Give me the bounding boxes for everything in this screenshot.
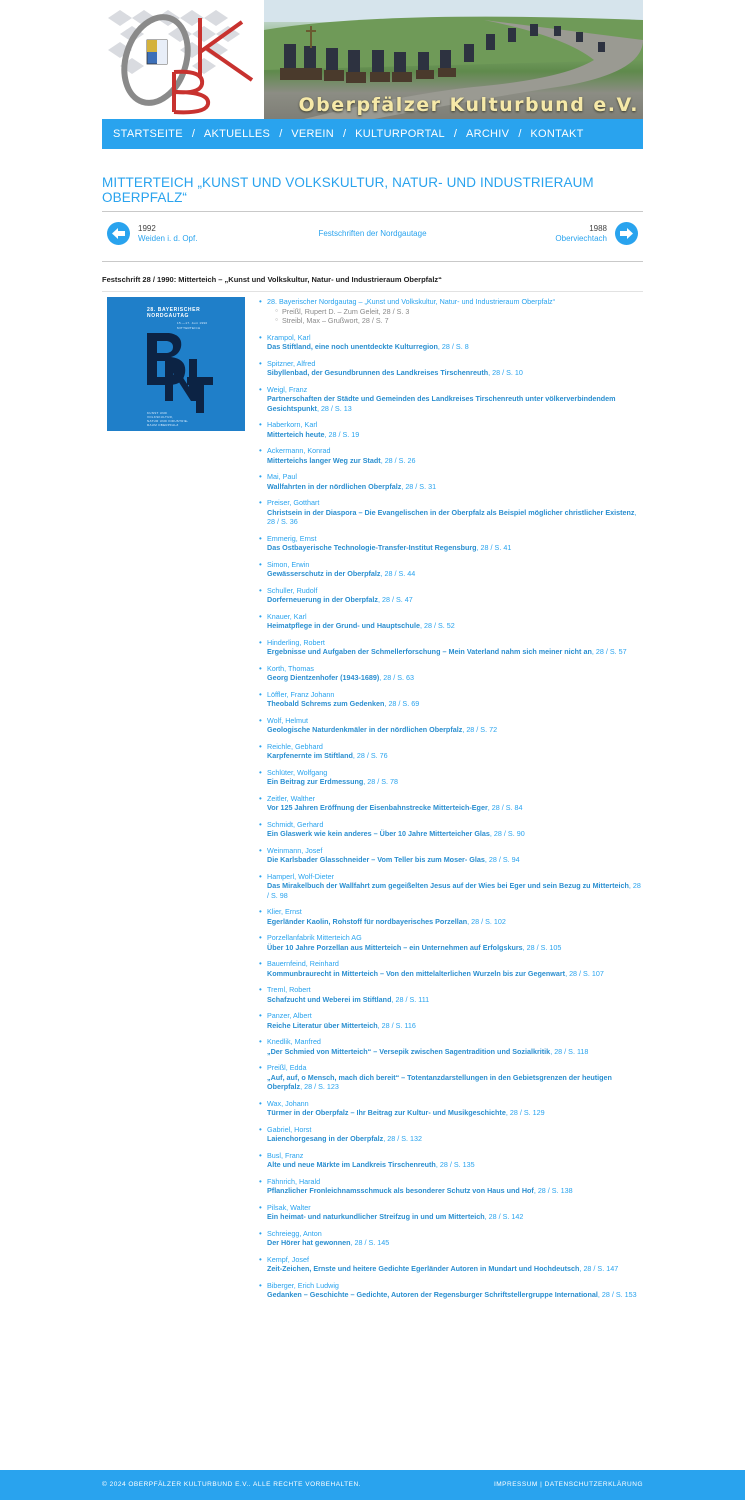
article-page-ref: 28 / S. 10 [492,368,523,377]
article-page-ref: 28 / S. 69 [388,699,420,708]
article-title[interactable]: Der Hörer hat gewonnen [267,1238,351,1247]
list-item [259,820,643,839]
article-author[interactable]: • Weinmann, Josef [267,845,323,855]
list-item [259,446,643,465]
article-author[interactable]: • Spitzner, Alfred [267,358,316,368]
divider [102,261,643,262]
article-ref-separator: , [579,1264,584,1273]
article-page-ref: 28 / S. 123 [304,1082,339,1091]
article-author[interactable]: • Knauer, Karl [267,611,307,621]
list-item [259,1203,643,1222]
article-title[interactable]: Schafzucht und Weberei im Stiftland [267,994,392,1004]
festschrift-cover-image: 28. BAYERISCHER NORDGAUTAG 15.—17. Juni 1990 MITTERTEICH KUNST UND VOLKSKULTUR, NATUR UND INDUSTRIE- RAUM OBERPFALZ [107,297,245,431]
article-ref-separator: , [363,777,368,786]
article-title[interactable]: Partnerschaften der Städte und Gemeinden des Landkreises Tirschenreuth unter völkerverbindendem Gesichtspunkt [267,394,616,413]
banner-title: Oberpfälzer Kulturbund e.V. [298,94,639,116]
article-author[interactable]: • Mai, Paul [267,472,297,481]
article-author[interactable]: • Löffler, Franz Johann [267,689,335,699]
article-ref-separator: , [377,1020,382,1030]
article-title[interactable]: Wallfahrten in der nördlichen Oberpfalz [267,481,402,491]
nordgautag-title-link[interactable]: 28. Bayerischer Nordgautag – „Kunst und Volkskultur, Natur- und Industrieraum Oberpfalz“ [267,297,556,306]
list-item [259,1229,643,1248]
cover-title: 28. BAYERISCHER NORDGAUTAG [147,307,201,319]
article-page-ref: 28 / S. 41 [480,543,512,552]
article-title[interactable]: Ein heimat- und naturkundlicher Streifzug in und um Mitterteich [267,1212,485,1221]
article-title[interactable]: „Der Schmied von Mitterteich“ – Versepik zwischen Sagentradition und Sozialkritik [267,1046,551,1056]
article-page-ref: 28 / S. 19 [328,429,360,439]
article-page-ref: 28 / S. 111 [395,994,430,1004]
article-page-ref: 28 / S. 90 [493,829,525,838]
article-author[interactable]: • Klier, Ernst [267,907,302,916]
article-ref-separator: , [380,569,385,578]
article-author[interactable]: • Ackermann, Konrad [267,446,331,455]
article-author[interactable]: • Treml, Robert [267,985,311,994]
nav-separator: / [191,128,195,140]
article-title[interactable]: Theobald Schrems zum Gedenken [267,699,385,708]
article-page-ref: 28 / S. 142 [488,1212,524,1221]
nav-archiv[interactable]: ARCHIV [465,128,510,140]
list-item [259,359,643,378]
article-title[interactable]: Die Karlsbader Glasschneider – Vom Teller bis zum Moser- Glas [267,855,485,864]
article-author[interactable]: • Schuller, Rudolf [267,585,318,595]
article-title[interactable]: Alte und neue Märkte im Landkreis Tirschenreuth [267,1160,436,1169]
list-item [259,664,643,683]
article-ref-separator: , [489,829,494,838]
article-title[interactable]: Zeit-Zeichen, Ernste und heitere Gedichte Egerländer Autoren in Mundart und Hochdeutsch [267,1264,580,1273]
cover-letters-graphic [107,297,245,431]
nav-separator: / [343,128,347,140]
list-item [259,985,643,1004]
article-ref-separator: , [550,1046,555,1056]
article-author[interactable]: • Knedlik, Manfred [267,1037,321,1046]
nav-separator: / [279,128,283,140]
article-ref-separator: , [401,481,406,491]
article-page-ref: 28 / S. 26 [384,455,416,465]
article-author[interactable]: • Krampol, Karl [267,332,311,342]
list-item [259,1177,643,1196]
article-page-ref: 28 / S. 13 [320,403,352,413]
article-list [259,297,643,1307]
article-page-ref: 28 / S. 129 [509,1108,545,1117]
article-title[interactable]: Georg Dientzenhofer (1943-1689) [267,673,380,682]
article-ref-separator: , [350,1238,355,1247]
list-item [259,1125,643,1144]
article-title[interactable]: Dorferneuerung in der Oberpfalz [267,595,379,604]
article-ref-separator: , [634,507,637,517]
article-ref-separator: , [533,1186,538,1195]
article-author[interactable]: • Hamperl, Wolf-Dieter [267,871,334,881]
article-page-ref: 28 / S. 47 [382,595,413,604]
festschriften-link[interactable]: Festschriften der Nordgautage [318,229,427,238]
article-page-ref: 28 / S. 138 [537,1186,573,1195]
festschrift-heading: Festschrift 28 / 1990: Mitterteich – „Kunst und Volkskultur, Natur- und Industrieraum Oberpfalz“ [102,275,442,284]
article-author[interactable]: • Wax, Johann [267,1098,309,1108]
nav-verein[interactable]: VEREIN [291,128,335,140]
article-page-ref: 28 / S. 94 [488,855,520,864]
article-author[interactable]: • Biberger, Erich Ludwig [267,1280,339,1290]
article-author[interactable]: • Pilsak, Walter [267,1202,311,1212]
list-item [259,794,643,813]
article-ref-separator: , [419,621,424,630]
article-author[interactable]: • Zeitler, Walther [267,793,316,803]
article-ref-separator: , [487,803,492,812]
article-page-ref: 28 / S. 36 [267,517,298,526]
festschrift-pager [102,212,643,260]
divider [102,291,643,292]
list-item [259,716,643,735]
article-page-ref: 28 / S. 118 [554,1046,589,1056]
article-page-ref: 28 / S. 102 [471,916,506,926]
article-author[interactable]: • Gabriel, Horst [267,1124,312,1134]
article-author[interactable]: • Panzer, Albert [267,1011,312,1020]
article-ref-separator: , [316,403,321,413]
next-button[interactable] [615,222,638,245]
next-place[interactable]: Oberviechtach [555,234,607,243]
article-author[interactable]: • Emmerig, Ernst [267,533,317,543]
nav-separator: / [453,128,457,140]
list-item [259,690,643,709]
article-page-ref: 28 / S. 76 [356,751,388,760]
footer-links [494,1481,643,1488]
article-page-ref: 28 / S. 147 [583,1264,619,1273]
article-author[interactable]: • Kempf, Josef [267,1254,309,1264]
next-year: 1988 [589,224,607,233]
article-title[interactable]: Das Mirakelbuch der Wallfahrt zum gegeißelten Jesus auf der Wies bei Eger und sein Bezug zu Mitterteich [267,881,629,890]
article-page-ref: 28 / S. 145 [354,1238,390,1247]
list-item [259,534,643,553]
article-ref-separator: , [476,543,481,552]
article-title[interactable]: Ergebnisse und Aufgaben der Schmellerforschung – Mein Vaterland nahm sich meiner nicht an [267,647,592,656]
article-ref-separator: , [384,699,389,708]
article-title[interactable]: Türmer in der Oberpfalz – Ihr Beitrag zur Kultur- und Musikgeschichte [267,1108,506,1117]
article-ref-separator: , [484,1212,489,1221]
site-footer [0,1470,745,1500]
article-ref-separator: , [352,751,357,760]
list-item [259,959,643,978]
article-author[interactable]: • Korth, Thomas [267,663,315,673]
article-page-ref: 28 / S. 63 [383,673,415,682]
list-item [259,768,643,787]
list-item-head [259,297,643,326]
article-author[interactable]: • Haberkorn, Karl [267,420,318,429]
article-page-ref: 28 / S. 132 [387,1134,422,1143]
list-item [259,612,643,631]
arrow-right-icon [618,225,635,242]
article-ref-separator: , [380,455,385,465]
okb-logo-graphic [102,0,264,119]
list-item [259,933,643,952]
list-item [259,1037,643,1056]
article-author[interactable]: • Schmidt, Gerhard [267,819,324,829]
article-author[interactable]: • Simon, Erwin [267,559,310,569]
article-page-ref: 28 / S. 153 [601,1290,637,1299]
list-item [259,420,643,439]
list-item [259,742,643,761]
article-ref-separator: , [435,1160,440,1169]
article-ref-separator: , [379,673,384,682]
article-page-ref: 28 / S. 116 [381,1020,416,1030]
article-page-ref: 28 / S. 72 [466,725,498,734]
article-ref-separator: , [488,368,493,377]
article-title[interactable]: Über 10 Jahre Porzellan aus Mitterteich – ein Unternehmen auf Erfolgskurs [267,942,523,952]
article-ref-separator: , [565,968,570,978]
list-item [259,1099,643,1118]
article-page-ref: 28 / S. 84 [491,803,523,812]
article-page-ref: 28 / S. 44 [384,569,416,578]
article-ref-separator: , [391,994,396,1004]
article-ref-separator: , [467,916,472,926]
article-title[interactable]: Laienchorgesang in der Oberpfalz [267,1134,384,1143]
article-ref-separator: , [378,595,383,604]
article-title[interactable]: Egerländer Kaolin, Rohstoff für nordbayerisches Porzellan [267,916,468,926]
article-title[interactable]: Christsein in der Diaspora – Die Evangelischen in der Oberpfalz als Beispiel möglicher christlicher Existenz [267,507,635,517]
impressum-link[interactable]: IMPRESSUM [493,1481,538,1488]
article-title[interactable]: Gedanken – Geschichte – Gedichte, Autoren der Regensburger Schriftstellergruppe International [267,1290,598,1299]
list-item [259,333,643,352]
sub-list [267,307,643,326]
article-title[interactable]: „Auf, auf, o Mensch, mach dich bereit“ – Totentanzdarstellungen in den Gebietsgrenzen der heutigen Oberpfalz [267,1072,612,1091]
article-page-ref: 28 / S. 135 [439,1160,475,1169]
article-ref-separator: , [462,725,467,734]
article-author[interactable]: • Weigl, Franz [267,384,308,394]
list-item [259,1255,643,1274]
article-page-ref: 28 / S. 31 [405,481,437,491]
article-title[interactable]: Ein Beitrag zur Erdmessung [267,777,364,786]
article-page-ref: 28 / S. 8 [441,342,469,351]
article-title[interactable]: Das Stiftland, eine noch unentdeckte Kulturregion [267,342,438,351]
article-ref-separator: , [324,429,329,439]
article-title[interactable]: Reiche Literatur über Mitterteich [267,1020,378,1030]
article-title[interactable]: Pflanzlicher Fronleichnamsschmuck als besonderer Schutz von Haus und Hof [267,1186,534,1195]
list-item [259,872,643,901]
article-author[interactable]: • Preiser, Gotthart [267,498,320,507]
list-item [259,1151,643,1170]
article-author[interactable]: • Bauernfeind, Reinhard [267,959,339,968]
prev-place[interactable]: Weiden i. d. Opf. [138,234,198,243]
article-page-ref: 28 / S. 52 [423,621,455,630]
list-item [259,1011,643,1030]
article-ref-separator: , [300,1082,305,1091]
footer-copyright: © 2024 OBERPFÄLZER KULTURBUND E.V.. ALLE RECHTE VORBEHALTEN. [102,1481,361,1488]
article-title[interactable]: Heimatpflege in der Grund- und Hauptschule [267,621,420,630]
article-author[interactable]: • Preißl, Edda [267,1063,307,1072]
article-author[interactable]: • Fähnrich, Harald [267,1176,321,1186]
list-item [259,498,643,527]
article-ref-separator: , [628,881,633,890]
article-author[interactable]: • Porzellanfabrik Mitterteich AG [267,933,362,942]
article-author[interactable]: • Hinderling, Robert [267,637,325,647]
article-ref-separator: , [522,942,527,952]
article-page-ref: 28 / S. 57 [595,647,627,656]
nav-kulturportal[interactable]: KULTURPORTAL [355,128,445,140]
article-title[interactable]: Mitterteich heute [267,429,325,439]
list-item [259,1063,643,1092]
article-page-ref: 28 / S. 78 [367,777,399,786]
article-title[interactable]: Das Ostbayerische Technologie-Transfer-Institut Regensburg [267,543,477,552]
article-ref-separator: , [383,1134,388,1143]
article-title[interactable]: Karpfenernte im Stiftland [267,751,353,760]
prev-year: 1992 [138,224,156,233]
datenschutz-link[interactable]: DATENSCHUTZERKLÄRUNG [544,1481,643,1488]
sub-list-item: ○ Streibl, Max – Grußwort, 28 / S. 7 [275,316,643,326]
site-header [102,0,643,119]
article-ref-separator: , [591,647,596,656]
article-author[interactable]: • Wolf, Helmut [267,715,309,725]
nav-startseite[interactable]: STARTSEITE [113,128,183,140]
next-link[interactable] [555,224,607,244]
list-item [259,472,643,491]
nav-aktuelles[interactable]: AKTUELLES [203,128,271,140]
article-ref-separator: , [484,855,489,864]
list-item [259,385,643,414]
article-title[interactable]: Sibyllenbad, der Gesundbrunnen des Landkreises Tirschenreuth [267,368,489,377]
list-item [259,638,643,657]
article-page-ref: 28 / S. 98 [267,881,641,900]
article-ref-separator: , [437,342,442,351]
article-ref-separator: , [597,1290,602,1299]
article-title[interactable]: Gewässerschutz in der Oberpfalz [267,569,381,578]
article-page-ref: 28 / S. 105 [526,942,562,952]
article-title[interactable]: Mitterteichs langer Weg zur Stadt [267,455,381,465]
article-title[interactable]: Geologische Naturdenkmäler in der nördlichen Oberpfalz [267,725,463,734]
page-title: MITTERTEICH „KUNST UND VOLKSKULTUR, NATUR- UND INDUSTRIERAUM OBERPFALZ“ [102,175,594,205]
sub-list-item: ○ Preißl, Rupert D. – Zum Geleit, 28 / S. 3 [275,307,643,317]
header-banner [264,0,643,119]
article-author[interactable]: • Busl, Franz [267,1150,304,1160]
article-title[interactable]: Ein Glaswerk wie kein anderes – Über 10 Jahre Mitterteicher Glas [267,829,490,838]
article-page-ref: 28 / S. 107 [569,968,604,978]
nav-kontakt[interactable]: KONTAKT [530,128,584,140]
list-item [259,1281,643,1300]
article-ref-separator: , [505,1108,510,1117]
article-author[interactable]: • Schreiegg, Anton [267,1228,322,1238]
article-author[interactable]: • Schlüter, Wolfgang [267,767,328,777]
article-author[interactable]: • Reichle, Gebhard [267,741,323,751]
list-item [259,586,643,605]
footer-link-separator: | [540,1481,543,1488]
list-item [259,560,643,579]
okb-logo[interactable] [102,0,264,119]
nav-separator: / [518,128,522,140]
article-title[interactable]: Kommunbraurecht in Mitterteich – Von den mittelalterlichen Wurzeln bis zur Gegenwart [267,968,566,978]
list-item [259,846,643,865]
article-title[interactable]: Vor 125 Jahren Eröffnung der Eisenbahnstrecke Mitterteich-Eger [267,803,488,812]
list-item [259,907,643,926]
main-nav [102,119,643,149]
